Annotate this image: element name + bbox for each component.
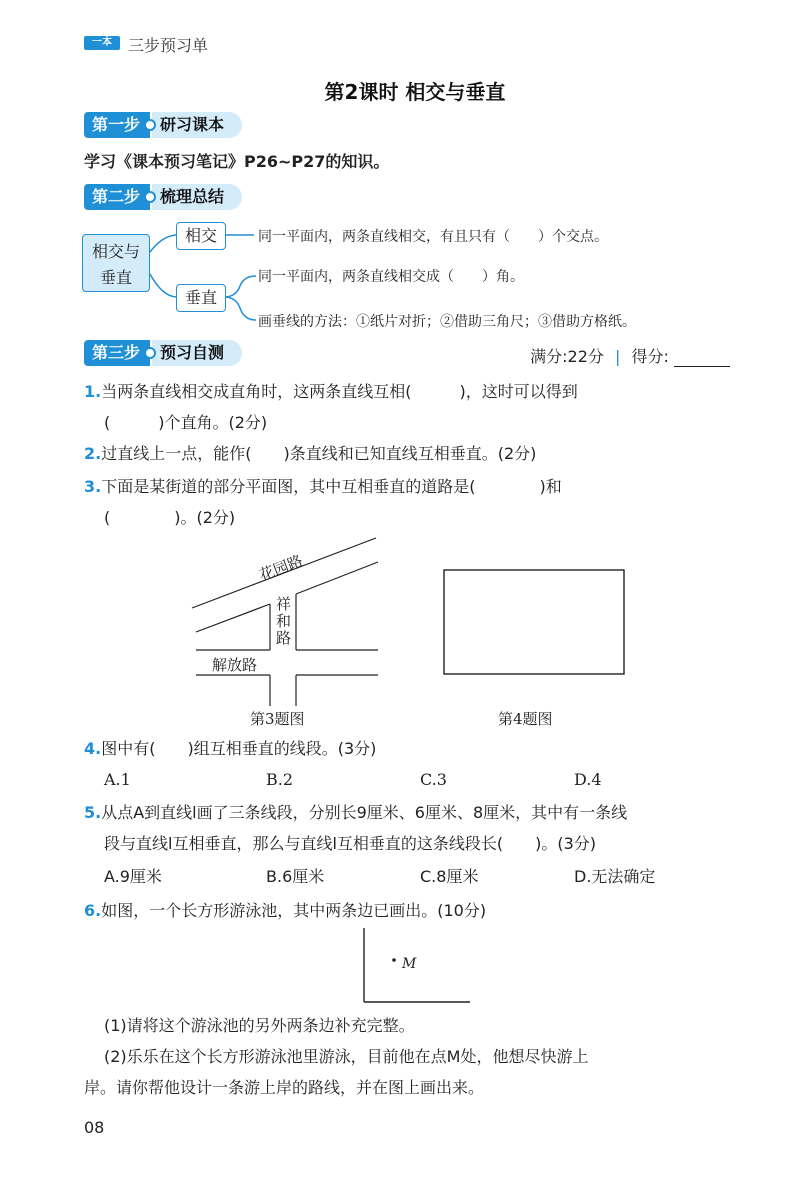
point-m-label: M — [402, 956, 417, 972]
question-5-line2: 段与直线l互相垂直，那么与直线l互相垂直的这条线段长( )。(3分) — [104, 834, 597, 853]
question-text: 下面是某街道的部分平面图，其中互相垂直的道路是( )和 — [101, 477, 562, 496]
road-label-xianghe: 祥和路 — [276, 595, 292, 647]
step3-number: 第三步 — [84, 340, 150, 366]
page-number: 08 — [84, 1118, 105, 1137]
question-6-sub2-line2: 岸。请你帮他设计一条游上岸的路线，并在图上画出来。 — [84, 1078, 485, 1097]
road-label-jiefang: 解放路 — [212, 656, 258, 674]
question-text: 图中有( )组互相垂直的线段。(3分) — [101, 739, 377, 758]
step1-number: 第一步 — [84, 112, 150, 138]
q5-option-a[interactable]: A.9厘米 — [104, 867, 162, 886]
road-label-huayuan: 花园路 — [256, 551, 306, 585]
question-text: 当两条直线相交成直角时，这两条直线互相( )，这时可以得到 — [101, 382, 578, 401]
figure-4-rectangle — [440, 566, 630, 678]
question-number: 6. — [84, 901, 102, 920]
mindmap-root — [82, 234, 150, 292]
q4-option-c[interactable]: C.3 — [420, 770, 447, 789]
series-title: 三步预习单 — [128, 36, 209, 55]
mindmap-perp-text1: 同一平面内，两条直线相交成（ ）角。 — [258, 269, 524, 285]
question-3-line2: ( )。(2分) — [104, 508, 236, 527]
question-text: 过直线上一点，能作( )条直线和已知直线互相垂直。(2分) — [101, 444, 537, 463]
mindmap-root-line2: 垂直 — [99, 268, 132, 287]
score-line — [530, 344, 730, 367]
mindmap-root-line1: 相交与 — [91, 242, 140, 261]
question-6 — [84, 898, 486, 924]
step3-name: 预习自测 — [152, 340, 242, 366]
mindmap-intersect-text: 同一平面内，两条直线相交，有且只有（ ）个交点。 — [258, 229, 608, 245]
question-number: 4. — [84, 739, 102, 758]
step-dot-icon — [144, 119, 156, 131]
figure-6-pool-sides — [360, 926, 476, 1006]
q5-option-c[interactable]: C.8厘米 — [420, 867, 479, 886]
question-4 — [84, 736, 376, 762]
question-5 — [84, 800, 627, 826]
question-6-sub1: (1)请将这个游泳池的另外两条边补充完整。 — [104, 1016, 415, 1035]
step3-header — [84, 340, 242, 366]
step1-text: 学习《课本预习笔记》P26~P27的知识。 — [84, 152, 390, 171]
q5-option-b[interactable]: B.6厘米 — [266, 867, 325, 886]
question-6-sub2: (2)乐乐在这个长方形游泳池里游泳，目前他在点M处，他想尽快游上 — [104, 1047, 589, 1066]
question-2 — [84, 441, 536, 467]
question-text: 从点A到直线l画了三条线段，分别长9厘米、6厘米、8厘米，其中有一条线 — [101, 803, 628, 822]
question-number: 5. — [84, 803, 102, 822]
brand-logo: 一本 — [84, 36, 120, 50]
q4-option-d[interactable]: D.4 — [574, 770, 602, 789]
step2-number: 第二步 — [84, 184, 150, 210]
step-dot-icon — [144, 347, 156, 359]
mindmap-node-intersect: 相交 — [176, 222, 226, 250]
question-3 — [84, 474, 562, 500]
score-divider: | — [615, 347, 621, 366]
figure-4-caption: 第4题图 — [498, 710, 553, 728]
step2-name: 梳理总结 — [152, 184, 242, 210]
question-number: 3. — [84, 477, 102, 496]
question-1 — [84, 379, 578, 405]
q4-option-a[interactable]: A.1 — [104, 770, 131, 789]
question-number: 1. — [84, 382, 102, 401]
question-number: 2. — [84, 444, 102, 463]
question-text: 如图，一个长方形游泳池，其中两条边已画出。(10分) — [101, 901, 487, 920]
score-blank[interactable] — [674, 350, 730, 367]
figure-3-caption: 第3题图 — [250, 710, 305, 728]
q4-option-b[interactable]: B.2 — [266, 770, 294, 789]
mindmap-node-perpendicular: 垂直 — [176, 284, 226, 312]
mindmap-perp-text2: 画垂线的方法：①纸片对折；②借助三角尺；③借助方格纸。 — [258, 314, 636, 330]
step-dot-icon — [144, 191, 156, 203]
question-1-line2: ( )个直角。(2分) — [104, 413, 268, 432]
score-label: 得分: — [631, 347, 669, 366]
q5-option-d[interactable]: D.无法确定 — [574, 867, 656, 886]
score-total: 满分:22分 — [530, 347, 604, 366]
step1-name: 研习课本 — [152, 112, 242, 138]
lesson-title: 第2课时 相交与垂直 — [324, 80, 506, 104]
